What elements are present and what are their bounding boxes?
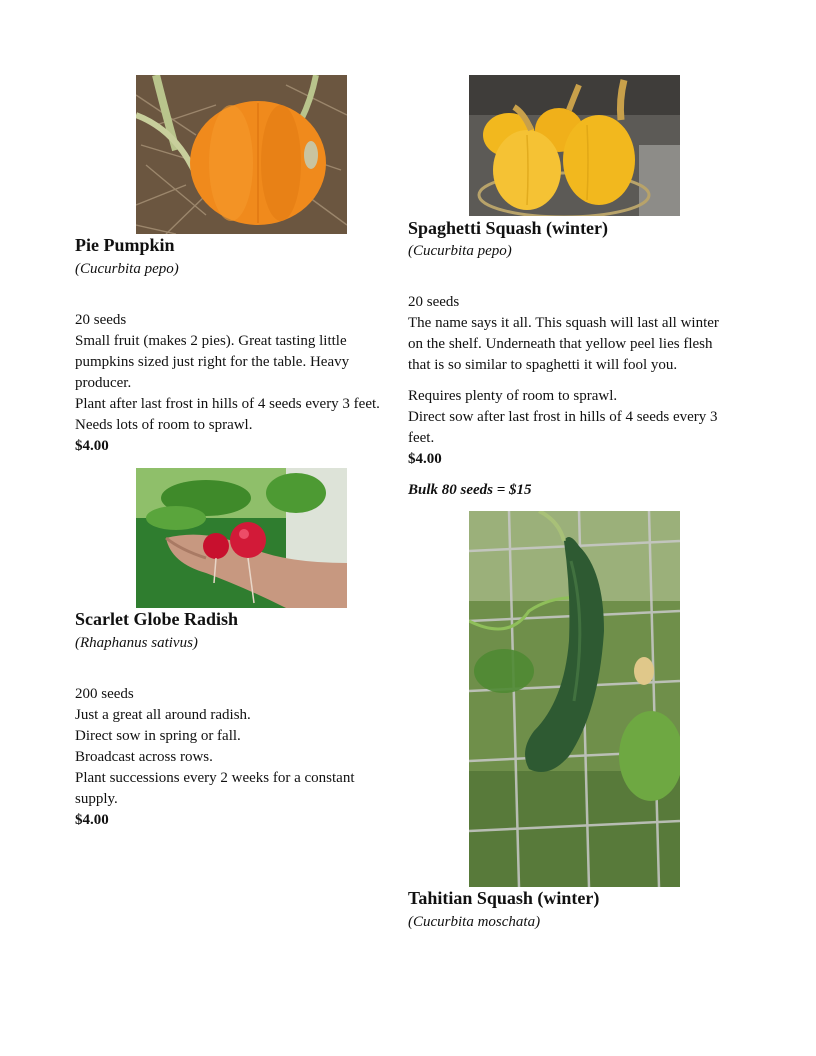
- price: $4.00: [75, 812, 109, 828]
- description-line: supply.: [75, 791, 118, 807]
- bulk-offer: Bulk 80 seeds = $15: [408, 482, 532, 498]
- description-line: Plant after last frost in hills of 4 seeds every 3 feet.: [75, 396, 380, 412]
- pumpkin-photo: [136, 75, 347, 234]
- spaghetti-squash-photo: [469, 75, 680, 216]
- price: $4.00: [408, 451, 442, 467]
- product-title: Tahitian Squash (winter): [408, 888, 600, 908]
- seed-count: 20 seeds: [408, 294, 460, 310]
- product-title: Pie Pumpkin: [75, 235, 175, 255]
- notes-line: Direct sow after last frost in hills of 4 seeds every 3: [408, 409, 718, 425]
- tahitian-squash-photo: [469, 511, 680, 887]
- description-line: Broadcast across rows.: [75, 749, 213, 765]
- seed-count: 200 seeds: [75, 686, 134, 702]
- product-details: [75, 310, 405, 457]
- description-line: pumpkins sized just right for the table. Heavy: [75, 354, 350, 370]
- scientific-name: (Rhaphanus sativus): [75, 635, 198, 651]
- scientific-name: (Cucurbita moschata): [408, 914, 541, 930]
- description-line: The name says it all. This squash will last all winter: [408, 315, 719, 331]
- description-line: Needs lots of room to sprawl.: [75, 417, 253, 433]
- product-details: [75, 684, 405, 831]
- notes-line: feet.: [408, 430, 435, 446]
- description-line: producer.: [75, 375, 132, 391]
- description-line: Direct sow in spring or fall.: [75, 728, 241, 744]
- seed-count: 20 seeds: [75, 312, 127, 328]
- scientific-name: (Cucurbita pepo): [408, 243, 512, 259]
- description-line: Plant successions every 2 weeks for a constant: [75, 770, 355, 786]
- description-line: that is so similar to spaghetti it will fool you.: [408, 357, 678, 373]
- product-title: Scarlet Globe Radish: [75, 609, 239, 629]
- description-line: on the shelf. Underneath that yellow peel lies flesh: [408, 336, 713, 352]
- scientific-name: (Cucurbita pepo): [75, 261, 179, 277]
- notes-line: Requires plenty of room to sprawl.: [408, 388, 618, 404]
- product-title: Spaghetti Squash (winter): [408, 218, 609, 238]
- radish-photo: [136, 468, 347, 608]
- product-details: [408, 292, 748, 501]
- description-line: Just a great all around radish.: [75, 707, 251, 723]
- price: $4.00: [75, 438, 109, 454]
- description-line: Small fruit (makes 2 pies). Great tasting little: [75, 333, 347, 349]
